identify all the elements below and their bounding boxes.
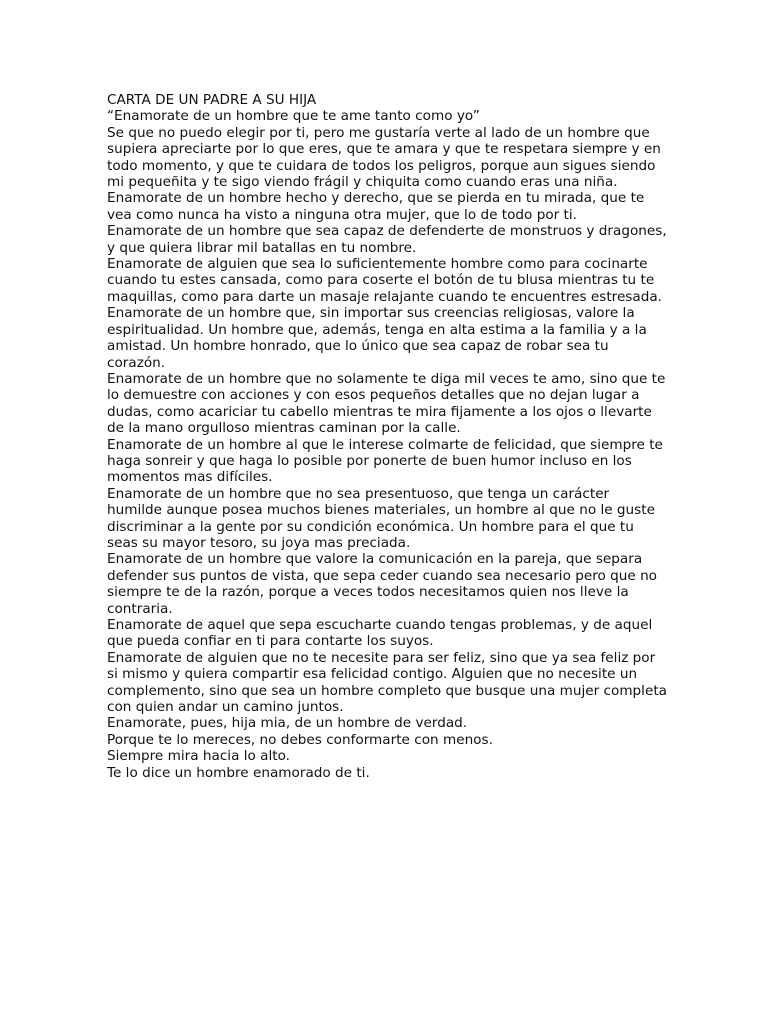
letter-paragraph: Enamorate de un hombre que no sea presentuoso, que tenga un carácter humilde aunque posea muchos bienes materiales, un hombre al que no le guste discriminar a la gente por su condición económica. Un hombre para el que tu seas su mayor tesoro, su joya mas preciada.: [107, 485, 655, 551]
letter-paragraph: Enamorate de alguien que no te necesite para ser feliz, sino que ya sea feliz por si mismo y quiera compartir esa felicidad contigo. Alguien que no necesite un complemento, sino que sea un hombre completo que busque una mujer completa con quien andar un camino juntos.: [107, 649, 667, 716]
letter-closing-line: Enamorate, pues, hija mia, de un hombre de verdad.: [107, 715, 468, 732]
letter-subtitle-quote: “Enamorate de un hombre que te ame tanto como yo”: [107, 108, 480, 125]
letter-closing-line: Siempre mira hacia lo alto.: [107, 748, 290, 765]
letter-body: [107, 92, 667, 781]
letter-paragraph: Enamorate de un hombre que valore la comunicación en la pareja, que separa defender sus puntos de vista, que sepa ceder cuando sea necesario pero que no siempre te de la razón, porque a veces todos necesitamos quien nos lleve la contraria.: [107, 551, 657, 617]
letter-title: CARTA DE UN PADRE A SU HIJA: [107, 92, 317, 108]
letter-paragraph: Se que no puedo elegir por ti, pero me gustaría verte al lado de un hombre que supiera apreciarte por lo que eres, que te amara y que te respetara siempre y en todo momento, y que te cuidara de todos los peligros, porque aun sigues siendo mi pequeñita y te sigo viendo frágil y chiquita como cuando eras una niña.: [107, 124, 661, 191]
letter-paragraph: Enamorate de alguien que sea lo suficientemente hombre como para cocinarte cuando tu estes cansada, como para coserte el botón de tu blusa mientras tu te maquillas, como para darte un masaje relajante cuando te encuentres estresada.: [107, 256, 663, 305]
letter-paragraph: Enamorate de un hombre hecho y derecho, que se pierda en tu mirada, que te vea como nunca ha visto a ninguna otra mujer, que lo de todo por ti.: [107, 190, 645, 223]
letter-paragraph: Enamorate de aquel que sepa escucharte cuando tengas problemas, y de aquel que pueda confiar en ti para contarte los suyos.: [107, 617, 653, 650]
letter-closing-line: Porque te lo mereces, no debes conformarte con menos.: [107, 731, 493, 748]
letter-paragraph: Enamorate de un hombre que, sin importar sus creencias religiosas, valore la espiritualidad. Un hombre que, además, tenga en alta estima a la familia y a la amistad. Un hombre honrado, que lo único que sea capaz de robar sea tu corazón.: [107, 305, 647, 371]
letter-paragraph: Enamorate de un hombre que sea capaz de defenderte de monstruos y dragones, y que quiera librar mil batallas en tu nombre.: [107, 223, 667, 256]
letter-signature-line: Te lo dice un hombre enamorado de ti.: [107, 764, 370, 781]
letter-paragraph: Enamorate de un hombre al que le interese colmarte de felicidad, que siempre te haga sonreir y que haga lo posible por ponerte de buen humor incluso en los momentos mas difíciles.: [107, 436, 663, 486]
letter-paragraph: Enamorate de un hombre que no solamente te diga mil veces te amo, sino que te lo demuestre con acciones y con esos pequeños detalles que no dejan lugar a dudas, como acariciar tu cabello mientras te mira fijamente a los ojos o llevarte de la mano orgulloso mientras caminan por la calle.: [107, 370, 666, 437]
